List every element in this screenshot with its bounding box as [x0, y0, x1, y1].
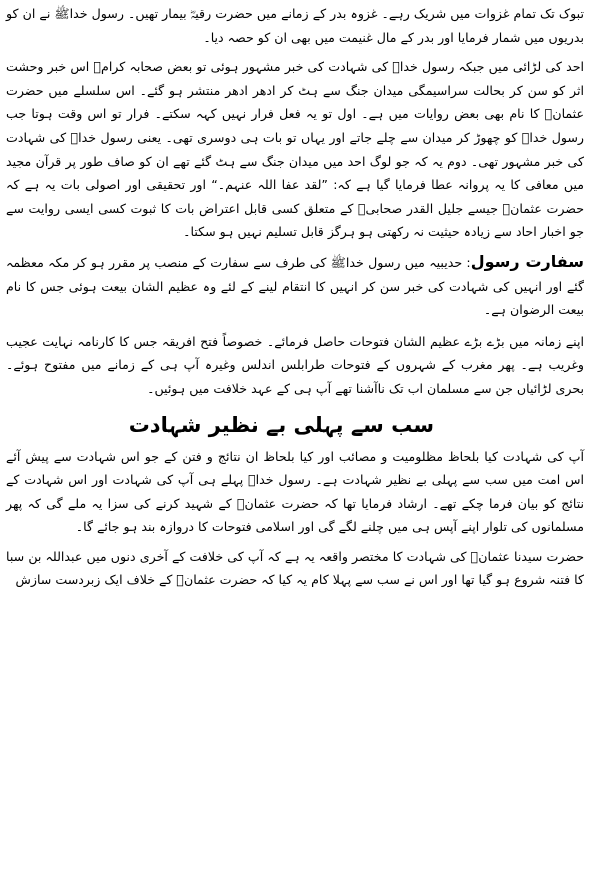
paragraph-uhud-battle: احد کی لڑائی میں جبکہ رسول خداﷺ کی شہادت کی خبر مشہور ہوئی تو بعض صحابہ کرامؓ اس خبر وحشت اثر کو سن کر بحالت سراسیمگی میدان جنگ سے ہٹ کر ادھر ادھر منتشر ہو گئے۔ اس سلسلے میں حضرت عثمانؓ کا نام بھی بعض روایات میں ہے۔ اول تو یہ فعل فرار نہیں کہہ سکتے۔ فرار تو اس وقت ہوتا جب رسول خداﷺ کو چھوڑ کر میدان سے چلے جاتے اور یہاں تو بات ہی دوسری تھی۔ یعنی رسول خداﷺ کی شہادت کی خبر مشہور تھی۔ دوم یہ کہ جو لوگ احد میں میدان جنگ سے ہٹ گئے تھے ان کو صاف طور پر قرآن مجید میں معافی کا یہ پروانہ عطا فرمایا گیا ہے کہ: ”لقد عفا اللہ عنہم۔“ اور تحقیقی اور اصولی بات یہ ہے کہ حضرت عثمانؓ جیسے جلیل القدر صحابیؓ کے متعلق کسی قابل اعتراض بات کا ثبوت کسی ایسی روایت سے جو اخبار احاد سے زیادہ حیثیت نہ رکھتی ہو ہرگز قابل تسلیم نہیں ہو سکتا۔ [6, 59, 584, 240]
paragraph-conquests: اپنے زمانہ میں بڑے بڑے عظیم الشان فتوحات حاصل فرمائے۔ خصوصاً فتح افریقہ جس کا کارنامہ نہایت عجیب وغریب ہے۔ پھر مغرب کے شہروں کے فتوحات طرابلس اندلس وغیرہ آپ ہی کے زمانے میں مفتوح ہوئے۔ بحری لڑائیاں جن سے مسلمان اب تک ناآشنا تھے آپ ہی کے عہد خلافت میں ہوئیں۔ [6, 333, 584, 396]
paragraph-martyrdom-event: حضرت سیدنا عثمانؓ کی شہادت کا مختصر واقعہ یہ ہے کہ آپ کی خلافت کے آخری دنوں میں عبداللہ بن سبا کا فتنہ شروع ہو گیا تھا اور اس نے سب سے پہلا کام یہ کیا کہ حضرت عثمانؓ کے خلاف ایک زبردست سازش [6, 548, 584, 588]
paragraph-badr-participation: تبوک تک تمام غزوات میں شریک رہے۔ غزوہ بدر کے زمانے میں حضرت رقیہؓ بیمار تھیں۔ رسول خداﷺ نے ان کو بدریوں میں شمار فرمایا اور بدر کے مال غنیمت میں بھی ان کو حصہ دیا۔ [6, 6, 584, 45]
section-heading-martyrdom: سب سے پہلی بے نظیر شہادت [128, 412, 434, 437]
paragraph-martyrdom: آپ کی شہادت کیا بلحاظ مظلومیت و مصائب اور کیا بلحاظ ان نتائج و فتن کے جو اس شہادت سے پیش آئے اس امت میں سب سے پہلی بے نظیر شہادت ہے۔ رسول خداﷺ پہلے ہی آپ کی شہادت اور اس شہادت کے نتائج کو بیان فرما چکے تھے۔ ارشاد فرمایا تھا کہ حضرت عثمانؓ کے شہید کرنے کی سزا یہ ملے گی کہ پھر مسلمانوں کی تلوار اپنے آپس ہی میں چلنے لگے گی اور اسلامی فتوحات کا دروازہ بند ہو جائے گا۔ [6, 448, 584, 535]
embassy-heading: سفارت رسول [470, 251, 584, 271]
document-page [6, 0, 584, 888]
embassy-text: : حدیبیہ میں رسول خداﷺ کی طرف سے سفارت کے منصب پر مقرر ہو کر مکہ معظمہ گئے اور انہیں کی شہادت کی خبر سن کر انہیں کا انتقام لینے کے لئے وہ عظیم الشان بیعت ہوئی جس کا نام بیعت الرضوان ہے۔ [6, 254, 584, 318]
paragraph-embassy [6, 250, 584, 322]
